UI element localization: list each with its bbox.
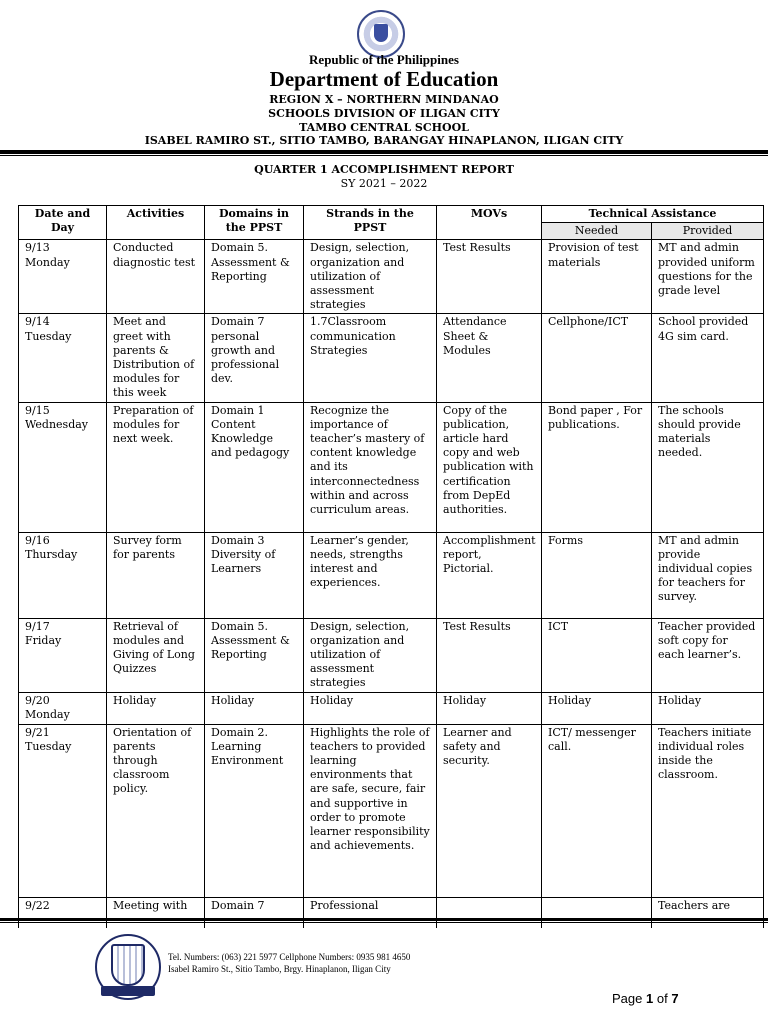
row-domain: Domain 5. Assessment & Reporting [205,618,304,692]
row-provided: MT and admin provided uniform questions for the grade level [652,240,764,314]
table-row [19,532,764,618]
header-region: REGION X – NORTHERN MINDANAO [269,93,499,106]
row-provided: The schools should provide materials needed. [652,402,764,532]
row-needed: Provision of test materials [542,240,652,314]
row-date-cell [19,402,107,532]
col-header-movs: MOVs [437,206,542,240]
row-needed [542,897,652,928]
row-needed: Cellphone/ICT [542,314,652,402]
col-header-activities: Activities [107,206,205,240]
row-domain: Domain 3 Diversity of Learners [205,532,304,618]
row-domain: Domain 7 [205,897,304,928]
header-division: SCHOOLS DIVISION OF ILIGAN CITY [268,107,500,120]
table-row [19,240,764,314]
row-domain: Domain 2. Learning Environment [205,724,304,897]
row-needed: Bond paper , For publications. [542,402,652,532]
row-needed: Forms [542,532,652,618]
row-mov: Test Results [437,618,542,692]
row-provided: MT and admin provide individual copies for teachers for survey. [652,532,764,618]
row-date: 9/17 [25,619,50,633]
row-mov: Copy of the publication, article hard copy and web publication with certification from DepEd authorities. [437,402,542,532]
row-day: Wednesday [25,417,89,431]
col-header-strands: Strands in the PPST [304,206,437,240]
row-provided: Teachers are [652,897,764,928]
row-activity: Holiday [107,692,205,724]
row-mov: Learner and safety and security. [437,724,542,897]
row-needed: ICT [542,618,652,692]
row-domain: Domain 5. Assessment & Reporting [205,240,304,314]
row-domain: Domain 7 personal growth and professional dev. [205,314,304,402]
row-mov: Attendance Sheet & Modules [437,314,542,402]
row-needed: Holiday [542,692,652,724]
seal-banner [101,986,155,996]
col-header-technical-assistance: Technical Assistance [542,206,764,223]
row-date-cell [19,240,107,314]
row-activity: Meeting with [107,897,205,928]
header-republic: Republic of the Philippines [309,52,459,67]
row-date-cell [19,618,107,692]
table-row [19,314,764,402]
row-mov: Accomplishment report, Pictorial. [437,532,542,618]
row-activity: Orientation of parents through classroom policy. [107,724,205,897]
col-header-provided: Provided [652,223,764,240]
row-activity: Retrieval of modules and Giving of Long Quizzes [107,618,205,692]
row-activity: Conducted diagnostic test [107,240,205,314]
row-strand: Recognize the importance of teacher’s mastery of content knowledge and its interconnectedness within and across curriculum areas. [304,402,437,532]
row-strand: Holiday [304,692,437,724]
report-school-year: SY 2021 – 2022 [340,177,428,190]
row-day: Tuesday [25,329,72,343]
row-date: 9/16 [25,533,50,547]
row-mov: Holiday [437,692,542,724]
row-day: Friday [25,633,62,647]
row-domain: Holiday [205,692,304,724]
row-day: Tuesday [25,739,72,753]
footer-divider [0,918,768,921]
row-day: Thursday [25,547,78,561]
row-strand: Learner’s gender, needs, strengths interest and experiences. [304,532,437,618]
table-row [19,692,764,724]
header-address: ISABEL RAMIRO ST., SITIO TAMBO, BARANGAY HINAPLANON, ILIGAN CITY [144,134,624,147]
table-row [19,402,764,532]
row-provided: Teacher provided soft copy for each learner’s. [652,618,764,692]
row-date-cell [19,314,107,402]
row-activity: Preparation of modules for next week. [107,402,205,532]
row-date: 9/22 [25,898,50,912]
page-of: of [656,991,668,1006]
row-day: Monday [25,255,70,269]
table-row [19,724,764,897]
row-domain: Domain 1 Content Knowledge and pedagogy [205,402,304,532]
school-seal-logo [95,934,161,1002]
page-current: 1 [646,991,654,1006]
page-number [612,991,679,1006]
row-date-cell [19,724,107,897]
accomplishment-table [18,205,764,928]
row-day: Monday [25,707,70,721]
page-total: 7 [671,991,679,1006]
row-date: 9/15 [25,403,50,417]
row-date: 9/20 [25,693,50,707]
row-mov [437,897,542,928]
row-provided: School provided 4G sim card. [652,314,764,402]
row-date-cell [19,532,107,618]
table-row [19,897,764,928]
row-strand: Professional [304,897,437,928]
row-activity: Survey form for parents [107,532,205,618]
header-school: TAMBO CENTRAL SCHOOL [299,121,469,134]
col-header-needed: Needed [542,223,652,240]
row-date: 9/14 [25,315,50,329]
row-mov: Test Results [437,240,542,314]
seal-shield [111,944,145,986]
row-date: 9/13 [25,241,50,255]
col-header-domains: Domains in the PPST [205,206,304,240]
table-row [19,618,764,692]
row-strand: 1.7Classroom communication Strategies [304,314,437,402]
footer-address: Isabel Ramiro St., Sitio Tambo, Brgy. Hinaplanon, Iligan City [168,964,391,974]
row-strand: Design, selection, organization and utilization of assessment strategies [304,240,437,314]
page-label: Page [612,991,643,1006]
row-date-cell [19,897,107,928]
report-title: QUARTER 1 ACCOMPLISHMENT REPORT [254,163,514,176]
row-strand: Highlights the role of teachers to provided learning environments that are safe, secure, fair and supportive in order to promote learner responsibility and achievements. [304,724,437,897]
row-date: 9/21 [25,725,50,739]
row-strand: Design, selection, organization and utilization of assessment strategies [304,618,437,692]
footer-divider-thin [0,922,768,923]
row-date-cell [19,692,107,724]
row-provided: Holiday [652,692,764,724]
footer-telephone: Tel. Numbers: (063) 221 5977 Cellphone Numbers: 0935 981 4650 [168,952,411,962]
row-provided: Teachers initiate individual roles inside the classroom. [652,724,764,897]
header-department: Department of Education [269,67,499,91]
col-header-date: Date and Day [19,206,107,240]
row-activity: Meet and greet with parents & Distribution of modules for this week [107,314,205,402]
row-needed: ICT/ messenger call. [542,724,652,897]
